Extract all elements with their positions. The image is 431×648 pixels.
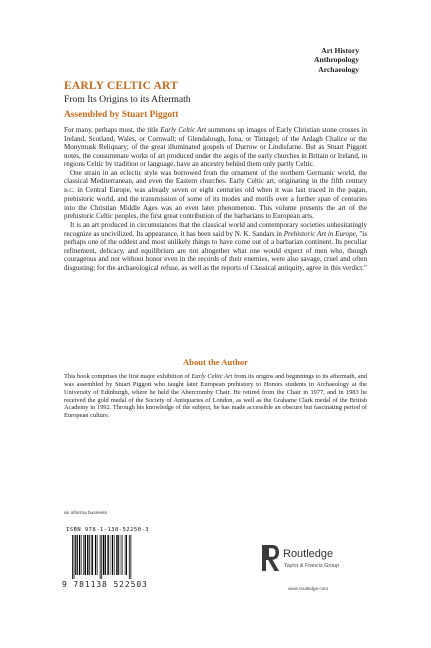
isbn-label: ISBN 978-1-138-52250-3 [66,527,149,533]
about-author-heading: About the Author [183,357,248,367]
italic-title-text: Prehistoric Art in Europe [283,229,356,238]
barcode-bar [118,535,119,575]
barcode-bar [95,535,96,575]
barcode-bar [72,535,73,579]
text-run: summons up images of Early Christian stone crosses in Ireland, Scotland, Wales, or Cornwall; of Glendalough, Iona, or Tintagel; of the Ardagh Chalice or the Monymusk Reliquary; of the great illuminated gospels of Durrow or Lindisfarne. But as Stuart Piggott notes, the consummate works of art produced under the aegis of the early churches in Britain or Ireland, in regions Celtic by tradition or language, have an ancestry behind them only partly Celtic. [64,126,368,169]
imprint-note: an informa business [64,511,107,516]
barcode-bar [129,535,130,579]
author-credit: Assembled by Stuart Piggott [64,110,179,120]
barcode-bar [100,535,101,579]
barcode-bar [77,535,78,575]
text-run: It is an art produced in circumstances that the classical world and contemporary societies unhesitatingly recognize as uncivilized. Its appearance, it has been said by N. K. Sandars in [64,221,367,238]
barcode-number: 9 781138 522503 [62,580,148,589]
publisher-group: Taylor & Francis Group [284,563,340,569]
barcode-bar [85,535,86,575]
text-run: from its origins and beginnings to its aftermath, and was assembled by Stuart Piggott who taught later European prehistory to Honors students in Archaeology at the University of Edinburgh, where he held the Abercromby Chair. He retired from the Chair in 1977, and in 1983 he received the gold medal of the Society of Antiquaries of London, as well as the Grahame Clark medal of the British Academy in 1992. Through his knowledge of the subject, he has made accessible an obscure but fascinating period of European culture. [64,373,367,420]
barcode-bar [105,535,106,575]
book-title: EARLY CELTIC ART [64,80,179,92]
routledge-logo-icon [262,545,280,571]
blurb-paragraph [64,221,367,272]
barcode-image [70,535,148,579]
barcode-bar [101,535,102,579]
barcode-bar [89,535,90,575]
blurb-body [64,126,367,272]
barcode-bar [126,535,127,575]
subject-item: Art History [321,46,359,55]
blurb-paragraph [64,169,367,221]
blurb-paragraph [64,126,367,169]
text-run: One strain in an eclectic style was borrowed from the ornament of the northern Germanic world, the classical Mediterranean, and even the Eastern churches. Early Celtic art, originating in the fifth century [64,168,367,186]
text-run: B.C. [64,187,75,194]
text-run: , "is perhaps one of the oddest and most unlikely things to have come out of a barbarian continent. Its peculiar refinement, delicacy, and equilibrium are not altogether what one would expect of men who, though courageous and not without honor even in the records of their enemies, were also savage, cruel and often disgusting; for the archaeological refuse, as well as the reports of Classical antiquity, agree in this verdict." [64,229,367,272]
barcode-bar [83,535,84,575]
barcode-bar [92,535,93,575]
barcode-bar [125,535,126,575]
barcode-bar [103,535,104,575]
barcode-bar [74,535,75,579]
text-run: in Central Europe, was already seven or eight centuries old when it was last traced in the pagan, prehistoric world, and the transmission of some of its modes and motifs over a further span of centuries into the Christian Middle Ages was an even later phenomenon. This volume presents the art of the prehistoric Celtic peoples, the first great contribution of the barbarians to European arts. [64,185,367,221]
barcode-bar [112,535,113,575]
book-subtitle: From Its Origins to its Aftermath [64,94,191,105]
text-run: For many, perhaps most, the title [64,126,161,134]
subject-categories [314,46,359,74]
italic-title-text: Early Celtic Art [160,126,207,134]
subject-item: Archaeology [318,64,359,74]
subject-item: Anthropology [313,55,359,65]
italic-title-text: Early Celtic Art [191,373,233,380]
about-author-text [64,373,367,420]
publisher-name: Routledge [283,548,334,560]
barcode-bar [91,535,92,575]
barcode-bar [121,535,122,575]
publisher-website: www.routledge.com [288,586,329,591]
about-paragraph [64,373,367,420]
barcode-bar [107,535,108,575]
barcode-bar [116,535,117,575]
text-run: This book comprises the first major exhibition of [64,373,192,380]
barcode-bar [87,535,88,575]
barcode-bar [79,535,80,575]
barcode-bar [75,535,76,575]
barcode-bar [130,535,131,579]
